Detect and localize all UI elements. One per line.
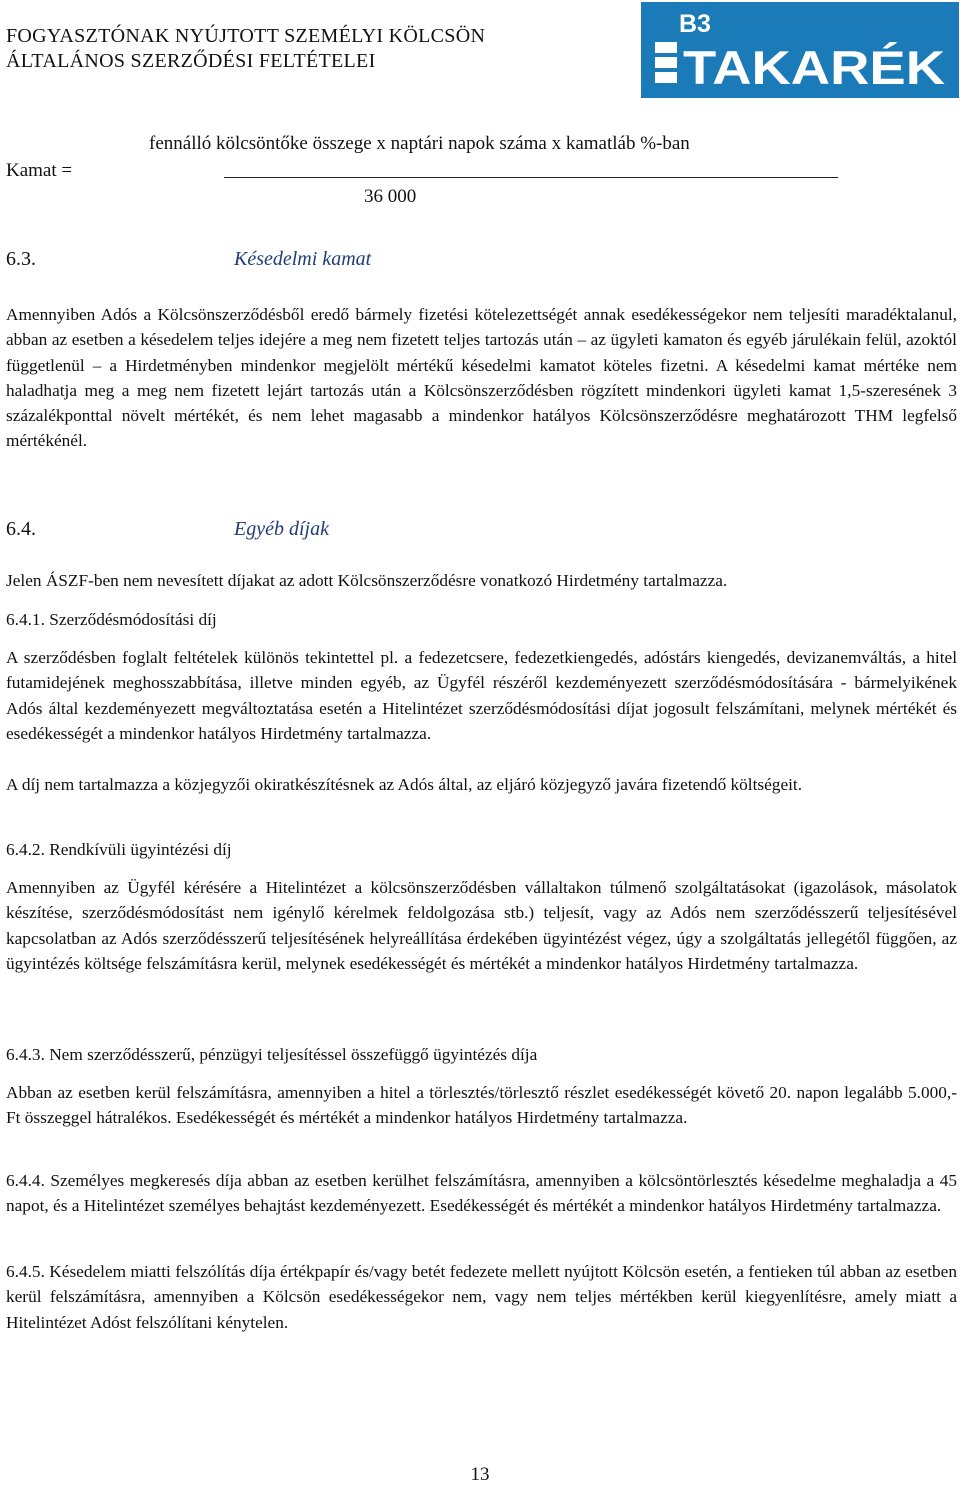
section-6-4-5-body: 6.4.5. Késedelem miatti felszólítás díja értékpapír és/vagy betét fedezete mellett nyújtott Kölcsön esetén, a fentieken túl abban az esetben kerül felszámításra, amennyiben a Kölcsön esedékességekor nem, vagy nem teljes mértékben kerül kiegyenlítésre, amely miatt a Hitelintézet Adóst felszólítani kénytelen. (6, 1262, 957, 1332)
page-number: 13 (470, 1464, 490, 1485)
section-6-4-4-body: 6.4.4. Személyes megkeresés díja abban az esetben kerülhet felszámításra, amennyiben a kölcsöntörlesztés késedelme meghaladja a 45 napot, és a Hitelintézet személyes behajtást kezdeményezett. Esedékességét és mértékét a mindenkor hatályos Hirdetmény tartalmazza. (6, 1171, 957, 1216)
section-6-4-1-body: A szerződésben foglalt feltételek különös tekintettel pl. a fedezetcsere, fedezetkiengedés, adóstárs kiengedés, devizanemváltás, a hitel futamidejének meghosszabbítása, illetve minden egyéb, az Ügyfél részéről kezdeményezett szerződésmódosítására - bármelyikének Adós által kezdeményezett megváltoztatása esetén a Hitelintézet szerződésmódosítási díjat jogosult felszámítani, melynek mértékét és esedékességét a mindenkor hatályos Hirdetmény tartalmazza. (6, 648, 957, 743)
logo-main-text: TAKARÉK (683, 41, 946, 94)
section-6-3-title: Késedelmi kamat (234, 248, 372, 270)
section-6-4-3-body: Abban az esetben kerül felszámításra, amennyiben a hitel a törlesztés/törlesztő részlet esedékességét követő 20. napon legalább 5.000,- Ft összeggel hátralékos. Esedékességét és mértékét a mindenkor hatályos Hirdetmény tartalmazza. (6, 1083, 957, 1128)
section-6-4-number: 6.4. (6, 518, 36, 540)
document-title-line2: ÁLTALÁNOS SZERZŐDÉSI FELTÉTELEI (6, 50, 376, 72)
section-6-4-2-heading: 6.4.2. Rendkívüli ügyintézési díj (6, 840, 232, 859)
formula-numerator: fennálló kölcsöntőke összege x naptári napok száma x kamatláb %-ban (149, 133, 690, 154)
document-title-line1: FOGYASZTÓNAK NYÚJTOTT SZEMÉLYI KÖLCSÖN (6, 25, 486, 47)
formula-denominator: 36 000 (364, 186, 417, 207)
section-6-4-1-heading: 6.4.1. Szerződésmódosítási díj (6, 610, 217, 629)
logo-b3-text: B3 (679, 10, 711, 38)
section-6-4-title: Egyéb díjak (234, 518, 329, 540)
section-6-3-body: Amennyiben Adós a Kölcsönszerződésből eredő bármely fizetési kötelezettségét annak esedékességekor nem teljesíti maradéktalanul, abban az esetben a késedelem teljes idejére a meg nem fizetett teljes tartozás után – az ügyleti kamaton és egyéb járulékain felül, azoktól függetlenül – a Hirdetményben mindenkor megjelölt mértékű késedelmi kamatot köteles fizetni. A késedelmi kamat mértéke nem haladhatja meg a meg nem fizetett lejárt tartozás után a Kölcsönszerződésben rögzített mindenkori ügyleti kamat 1,5-szeresének 3 százalékponttal növelt mértékét, és nem lehet magasabb a mindenkor hatályos Kölcsönszerződésre meghatározott THM legfelső mértékénél. (6, 305, 957, 451)
formula-label: Kamat = (6, 160, 73, 181)
section-6-4-intro: Jelen ÁSZF-ben nem nevesített díjakat az adott Kölcsönszerződésre vonatkozó Hirdetmény tartalmazza. (6, 571, 728, 590)
formula-fraction-line (224, 177, 838, 178)
document-title (6, 24, 485, 74)
section-6-4-3-heading: 6.4.3. Nem szerződésszerű, pénzügyi teljesítéssel összefüggő ügyintézés díja (6, 1045, 538, 1064)
section-6-4-1-body2: A díj nem tartalmazza a közjegyzői okiratkészítésnek az Adós által, az eljáró közjegyző javára fizetendő költségeit. (6, 775, 803, 794)
logo-emblem-icon (655, 42, 677, 83)
section-6-3-number: 6.3. (6, 248, 36, 270)
b3-takarek-logo (641, 2, 959, 98)
section-6-4-2-body: Amennyiben az Ügyfél kérésére a Hitelintézet a kölcsönszerződésben vállaltakon túlmenő szolgáltatásokat (igazolások, másolatok készítése, szerződésmódosítást nem igénylő kérelmek feldolgozása stb.) teljesít, vagy az Adós nem szerződésszerű teljesítésével kapcsolatban az Adós szerződésszerű teljesítésének helyreállítása érdekében ügyintézést végez, úgy a szolgáltatás jellegétől függően, az ügyintézés költsége felszámításra kerül, melynek esedékességét és mértékét a mindenkor hatályos Hirdetmény tartalmazza. (6, 878, 957, 973)
interest-formula (0, 130, 960, 220)
